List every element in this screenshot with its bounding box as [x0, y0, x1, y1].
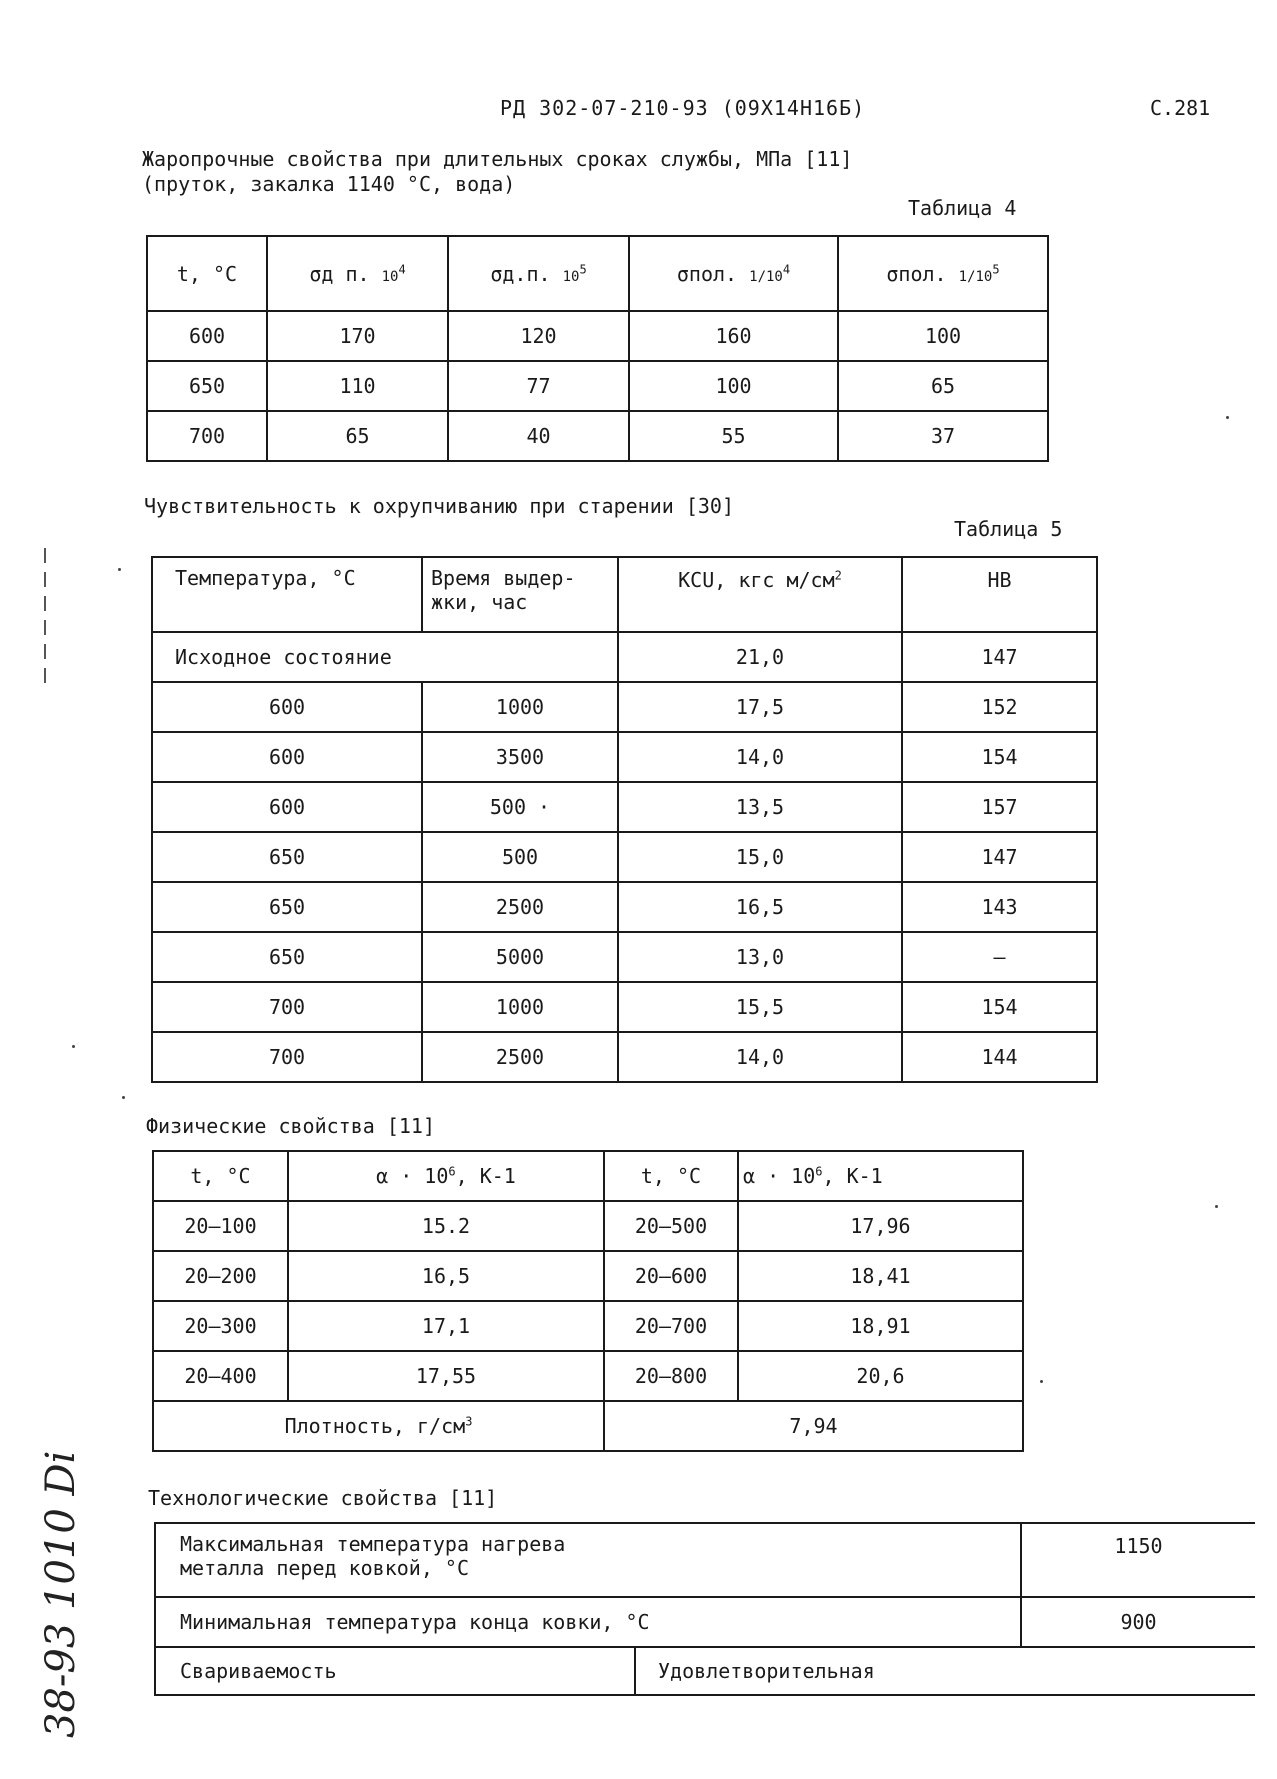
table-cell: 700	[152, 1032, 422, 1082]
physical-title: Физические свойства [11]	[146, 1114, 435, 1138]
table-cell: 110	[267, 361, 448, 411]
margin-mark	[44, 668, 46, 683]
scan-speck	[72, 1045, 75, 1048]
table-cell: 500	[422, 832, 618, 882]
table-cell: 20–500	[604, 1201, 738, 1251]
table5-header-temperature: Температура, °С	[152, 557, 422, 632]
margin-mark	[44, 620, 46, 635]
physical-table	[152, 1150, 1024, 1452]
table4-header-sigma-pol-5: σпол. $1/10^5$	[838, 236, 1048, 311]
table-cell: 600	[152, 782, 422, 832]
table-row	[152, 682, 1097, 732]
table-cell: 5000	[422, 932, 618, 982]
table-cell: 152	[902, 682, 1097, 732]
table-cell: 20–800	[604, 1351, 738, 1401]
table-cell: 16,5	[618, 882, 902, 932]
margin-mark	[44, 644, 46, 659]
table5-title: Чувствительность к охрупчиванию при старении [30]	[144, 494, 735, 518]
table-cell: 17,55	[288, 1351, 604, 1401]
table4-header-sigma-pol-4: σпол. $1/10^4$	[629, 236, 838, 311]
table-cell: 170	[267, 311, 448, 361]
table4-title-line1: Жаропрочные свойства при длительных сроках службы, МПа [11]	[142, 147, 853, 171]
table4-title-line2: (пруток, закалка 1140 °С, вода)	[142, 172, 516, 196]
table-cell: 13,0	[618, 932, 902, 982]
table-row	[152, 932, 1097, 982]
table-cell: 55	[629, 411, 838, 461]
tech-max-temp-label: Максимальная температура нагрева металла перед ковкой, °С	[155, 1523, 1021, 1597]
table-cell: 15,0	[618, 832, 902, 882]
physical-header-t2: t, °С	[604, 1151, 738, 1201]
margin-mark	[44, 572, 46, 587]
table5-header-time: Время выдер-жки, час	[422, 557, 618, 632]
table-cell: 20,6	[738, 1351, 1023, 1401]
margin-mark	[44, 596, 46, 611]
table-cell: 650	[147, 361, 267, 411]
table-row	[152, 882, 1097, 932]
table-cell: 77	[448, 361, 629, 411]
table-row	[152, 982, 1097, 1032]
density-label: Плотность, $г/см^3$	[153, 1401, 604, 1451]
table-cell: 147	[902, 832, 1097, 882]
table-row	[147, 361, 1048, 411]
table5-header-kcu: КСU, кгс $м/см^2$	[618, 557, 902, 632]
table5-header-row	[152, 557, 1097, 632]
scan-speck	[1226, 416, 1229, 419]
table-cell: 18,91	[738, 1301, 1023, 1351]
table-cell: 17,1	[288, 1301, 604, 1351]
tech-table	[154, 1522, 1255, 1696]
physical-header-alpha1: $\alpha \cdot 10^6$, К-1	[288, 1151, 604, 1201]
table5	[151, 556, 1098, 1083]
table-cell: 65	[838, 361, 1048, 411]
table-cell: 650	[152, 932, 422, 982]
table-cell: 157	[902, 782, 1097, 832]
table-cell: 20–600	[604, 1251, 738, 1301]
tech-title: Технологические свойства [11]	[148, 1486, 498, 1510]
table-row	[153, 1301, 1023, 1351]
table-cell: 2500	[422, 1032, 618, 1082]
table5-label: Таблица 5	[954, 517, 1063, 541]
table-cell: 600	[147, 311, 267, 361]
table5-initial-row	[152, 632, 1097, 682]
table-cell: 600	[152, 732, 422, 782]
scan-speck	[122, 1096, 125, 1099]
table4-header-sigma-dp-4: σд п. $10^4$	[267, 236, 448, 311]
table-cell: –	[902, 932, 1097, 982]
table-row	[153, 1201, 1023, 1251]
table-row	[155, 1647, 1255, 1695]
table-cell: 20–300	[153, 1301, 288, 1351]
handwritten-margin-note: 38-93 1010 Di	[38, 1450, 84, 1738]
table-row	[152, 782, 1097, 832]
table-cell: 650	[152, 882, 422, 932]
table-cell: 17,5	[618, 682, 902, 732]
table-row	[152, 832, 1097, 882]
table-cell: 1000	[422, 682, 618, 732]
tech-max-temp-value: 1150	[1021, 1523, 1255, 1597]
table-cell: 14,0	[618, 732, 902, 782]
table-row	[152, 1032, 1097, 1082]
tech-min-temp-value: 900	[1021, 1597, 1255, 1647]
table-cell: 144	[902, 1032, 1097, 1082]
table-cell: 160	[629, 311, 838, 361]
table-cell: 154	[902, 732, 1097, 782]
table-cell: 2500	[422, 882, 618, 932]
table-cell: 20–700	[604, 1301, 738, 1351]
table-cell: 20–200	[153, 1251, 288, 1301]
table-cell: 14,0	[618, 1032, 902, 1082]
table-cell: 700	[147, 411, 267, 461]
table4-header-row	[147, 236, 1048, 311]
table-cell: 100	[838, 311, 1048, 361]
table-cell: 500 ·	[422, 782, 618, 832]
table-row	[153, 1251, 1023, 1301]
table-cell: 21,0	[618, 632, 902, 682]
table-cell: 37	[838, 411, 1048, 461]
page-number: С.281	[1150, 96, 1211, 120]
density-value: 7,94	[604, 1401, 1023, 1451]
table-cell: 120	[448, 311, 629, 361]
table-cell: 143	[902, 882, 1097, 932]
table-cell: 600	[152, 682, 422, 732]
tech-min-temp-label: Минимальная температура конца ковки, °С	[155, 1597, 1021, 1647]
table-cell: 15,5	[618, 982, 902, 1032]
physical-header-row	[153, 1151, 1023, 1201]
physical-header-t1: t, °С	[153, 1151, 288, 1201]
table-cell: 3500	[422, 732, 618, 782]
table-row	[152, 732, 1097, 782]
table4-label: Таблица 4	[908, 196, 1017, 220]
table-row	[155, 1523, 1255, 1597]
table-row	[153, 1351, 1023, 1401]
table4-header-sigma-dp-5: σд.п. $10^5$	[448, 236, 629, 311]
table-cell: 17,96	[738, 1201, 1023, 1251]
tech-weldability-label: Свариваемость	[155, 1647, 635, 1695]
table-row	[147, 411, 1048, 461]
table5-initial-label: Исходное состояние	[152, 632, 618, 682]
table-cell: 18,41	[738, 1251, 1023, 1301]
table-cell: 700	[152, 982, 422, 1032]
margin-mark	[44, 548, 46, 563]
table-cell: 154	[902, 982, 1097, 1032]
table-cell: 40	[448, 411, 629, 461]
table-cell: 20–100	[153, 1201, 288, 1251]
table5-header-hb: НВ	[902, 557, 1097, 632]
table-cell: 20–400	[153, 1351, 288, 1401]
table-cell: 15.2	[288, 1201, 604, 1251]
table-cell: 1000	[422, 982, 618, 1032]
table-cell: 13,5	[618, 782, 902, 832]
table4	[146, 235, 1049, 462]
table-cell: 16,5	[288, 1251, 604, 1301]
density-row	[153, 1401, 1023, 1451]
physical-header-alpha2: $\alpha \cdot 10^6$, К-1	[738, 1151, 1023, 1201]
table-cell: 65	[267, 411, 448, 461]
table-row	[147, 311, 1048, 361]
table-cell: 100	[629, 361, 838, 411]
table-cell: 650	[152, 832, 422, 882]
scan-speck	[1040, 1380, 1043, 1383]
document-code: РД 302-07-210-93 (09Х14Н16Б)	[500, 96, 866, 120]
table-cell: 147	[902, 632, 1097, 682]
table-row	[155, 1597, 1255, 1647]
table4-header-t: t, °С	[147, 236, 267, 311]
scan-speck	[118, 568, 121, 571]
scan-speck	[1215, 1205, 1218, 1208]
tech-weldability-value: Удовлетворительная	[635, 1647, 1255, 1695]
